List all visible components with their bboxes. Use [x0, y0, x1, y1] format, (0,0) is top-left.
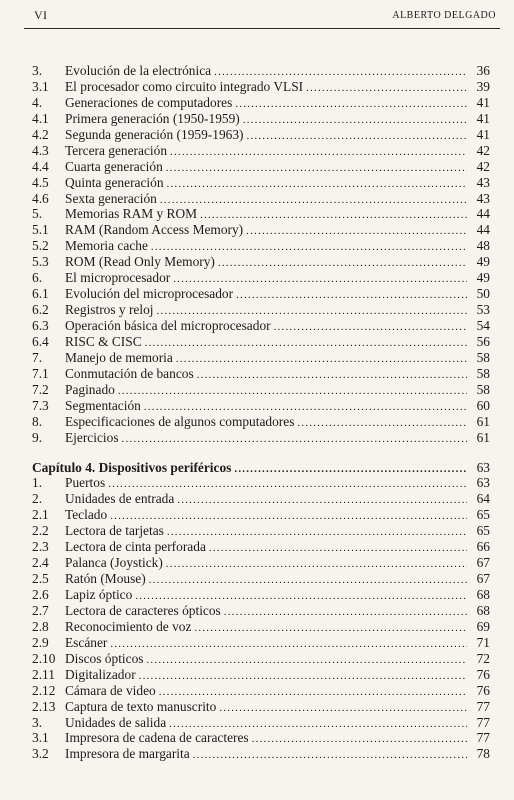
toc-entry-page: 36: [476, 63, 490, 78]
toc-entry-number: 3.1: [32, 78, 49, 94]
toc-entry: [32, 555, 490, 571]
dot-leader: [176, 352, 467, 368]
dot-leader: [139, 669, 467, 685]
toc-entry-page: 41: [476, 126, 490, 142]
toc-entry-title: El procesador como circuito integrado VLSI: [65, 78, 304, 94]
dot-leader: [122, 432, 467, 448]
dot-leader: [146, 653, 467, 669]
toc-entry: [32, 715, 490, 731]
toc-entry-number: 4.4: [32, 158, 49, 174]
toc-entry-page: 43: [476, 190, 490, 206]
toc-entry: [32, 254, 490, 270]
toc-entry-title: Evolución de la electrónica: [65, 63, 212, 78]
dot-leader: [219, 701, 467, 717]
dot-leader: [235, 97, 467, 113]
toc-entry-page: 56: [476, 333, 490, 349]
table-of-contents: [32, 63, 490, 762]
toc-entry-page: 44: [476, 222, 490, 238]
toc-entry-number: 7.: [32, 349, 43, 365]
dot-leader: [149, 573, 467, 589]
toc-entry-title: Captura de texto manuscrito: [65, 698, 217, 714]
toc-entry-page: 72: [476, 650, 490, 666]
toc-entry-title: RISC & CISC: [65, 333, 142, 349]
toc-entry: [32, 334, 490, 350]
toc-entry-page: 77: [476, 714, 490, 730]
toc-entry: [32, 318, 490, 334]
toc-entry-number: 7.1: [32, 365, 49, 381]
toc-entry-page: 67: [476, 555, 490, 571]
toc-entry-title: Lectora de caracteres ópticos: [65, 602, 221, 618]
toc-entry-title: Memoria cache: [65, 238, 148, 254]
page-number: VI: [34, 8, 48, 22]
toc-entry-title: Primera generación (1950-1959): [65, 110, 240, 126]
dot-leader: [177, 493, 467, 509]
toc-entry-title: RAM (Random Access Memory): [65, 222, 244, 238]
dot-leader: [167, 525, 467, 541]
dot-leader: [194, 621, 467, 637]
toc-entry-number: 7.3: [32, 397, 49, 413]
toc-entry: [32, 111, 490, 127]
toc-entry: [32, 286, 490, 302]
toc-entry-page: 54: [476, 318, 490, 333]
toc-entry-page: 42: [476, 142, 490, 158]
toc-entry: [32, 667, 490, 683]
toc-entry-number: 4.: [32, 94, 43, 110]
toc-entry: [32, 414, 490, 430]
toc-entry-number: 4.2: [32, 126, 49, 142]
toc-entry-number: 6.: [32, 270, 43, 286]
toc-chapter-heading: [32, 460, 490, 476]
dot-leader: [160, 193, 467, 209]
toc-entry-page: 60: [476, 397, 490, 413]
toc-entry-title: Conmutación de bancos: [65, 365, 194, 381]
toc-entry-page: 67: [476, 571, 490, 587]
toc-entry-number: 6.4: [32, 333, 49, 349]
toc-entry-page: 58: [476, 365, 490, 381]
toc-entry-page: 76: [476, 682, 490, 698]
toc-entry-number: 4.3: [32, 142, 49, 158]
toc-entry-page: 44: [476, 206, 490, 222]
toc-entry-page: 76: [476, 666, 490, 682]
toc-entry-title: Capítulo 4. Dispositivos periféricos: [32, 459, 232, 475]
toc-entry: [32, 619, 490, 635]
toc-entry-title: Paginado: [65, 381, 115, 397]
toc-entry-page: 61: [476, 413, 490, 429]
dot-leader: [236, 288, 467, 304]
dot-leader: [170, 145, 467, 161]
toc-entry-title: Lectora de cinta perforada: [65, 539, 206, 555]
toc-entry-title: Unidades de entrada: [65, 491, 175, 507]
dot-leader: [193, 748, 467, 764]
toc-entry-page: 39: [476, 78, 490, 94]
toc-entry-title: Segmentación: [65, 397, 141, 413]
toc-entry-page: 49: [476, 270, 490, 286]
toc-entry-page: 68: [476, 587, 490, 602]
toc-entry-number: 1.: [32, 475, 43, 491]
toc-entry-page: 43: [476, 174, 490, 190]
toc-entry-number: 9.: [32, 429, 43, 445]
toc-entry-title: Operación básica del microprocesador: [65, 318, 271, 333]
toc-entry: [32, 270, 490, 286]
toc-entry: [32, 475, 490, 491]
toc-entry-title: Palanca (Joystick): [65, 555, 163, 571]
toc-entry: [32, 539, 490, 555]
toc-entry-number: 2.8: [32, 618, 49, 634]
toc-entry-number: 2.2: [32, 523, 49, 539]
toc-entry-title: Reconocimiento de voz: [65, 618, 192, 634]
toc-entry: [32, 491, 490, 507]
toc-entry: [32, 603, 490, 619]
toc-entry-number: 4.5: [32, 174, 49, 190]
toc-entry-page: 41: [476, 110, 490, 126]
toc-entry: [32, 651, 490, 667]
toc-entry-title: Tercera generación: [65, 142, 168, 158]
toc-entry-title: Digitalizador: [65, 666, 136, 682]
toc-entry-title: Registros y reloj: [65, 302, 154, 318]
toc-entry-page: 69: [476, 618, 490, 634]
dot-leader: [166, 161, 467, 177]
toc-entry: [32, 143, 490, 159]
toc-entry-number: 3.: [32, 63, 43, 78]
toc-entry: [32, 95, 490, 111]
toc-entry-title: Impresora de cadena de caracteres: [65, 730, 249, 746]
dot-leader: [166, 557, 467, 573]
toc-entry-number: 6.2: [32, 302, 49, 318]
toc-entry-title: Lapiz óptico: [65, 587, 133, 602]
toc-entry-page: 49: [476, 254, 490, 270]
toc-entry: [32, 382, 490, 398]
toc-entry-title: Teclado: [65, 507, 108, 523]
toc-entry: [32, 159, 490, 175]
toc-entry: [32, 398, 490, 414]
toc-entry-title: El microprocesador: [65, 270, 171, 286]
dot-leader: [274, 320, 467, 336]
toc-entry-number: 2.13: [32, 698, 56, 714]
toc-entry-number: 2.: [32, 491, 43, 507]
toc-entry: [32, 571, 490, 587]
toc-entry-page: 58: [476, 349, 490, 365]
dot-leader: [234, 462, 467, 478]
toc-entry: [32, 302, 490, 318]
toc-entry-title: Quinta generación: [65, 174, 164, 190]
toc-entry-page: 71: [476, 634, 490, 650]
toc-entry: [32, 79, 490, 95]
dot-leader: [118, 384, 467, 400]
toc-entry-page: 58: [476, 381, 490, 397]
toc-entry-number: 5.: [32, 206, 43, 222]
toc-entry-title: Generaciones de computadores: [65, 94, 233, 110]
toc-entry-number: 6.1: [32, 286, 49, 302]
running-header: [24, 6, 496, 24]
toc-entry-number: 5.2: [32, 238, 49, 254]
toc-entry-number: 2.7: [32, 602, 49, 618]
toc-entry-number: 2.12: [32, 682, 56, 698]
dot-leader: [167, 177, 467, 193]
toc-entry: [32, 350, 490, 366]
toc-entry: [32, 730, 490, 746]
toc-entry: [32, 507, 490, 523]
toc-entry: [32, 523, 490, 539]
toc-entry-number: 3.: [32, 714, 43, 730]
toc-entry-title: Segunda generación (1959-1963): [65, 126, 244, 142]
header-rule: [24, 28, 500, 29]
toc-entry: [32, 238, 490, 254]
toc-entry-number: 2.9: [32, 634, 49, 650]
toc-entry-title: Manejo de memoria: [65, 349, 173, 365]
toc-entry-page: 48: [476, 238, 490, 254]
toc-entry-number: 7.2: [32, 381, 49, 397]
toc-entry-title: Ejercicios: [65, 429, 119, 445]
running-head-author: ALBERTO DELGADO: [392, 10, 496, 21]
toc-entry: [32, 222, 490, 238]
toc-entry-number: 2.4: [32, 555, 49, 571]
toc-entry: [32, 587, 490, 603]
toc-entry-page: 66: [476, 539, 490, 555]
toc-entry-number: 3.1: [32, 730, 49, 746]
toc-entry: [32, 635, 490, 651]
toc-entry-title: Unidades de salida: [65, 714, 167, 730]
toc-entry-number: 6.3: [32, 318, 49, 333]
toc-entry: [32, 175, 490, 191]
toc-entry-page: 61: [476, 429, 490, 445]
toc-entry-number: 2.3: [32, 539, 49, 555]
toc-entry-page: 53: [476, 302, 490, 318]
toc-entry: [32, 683, 490, 699]
toc-entry-page: 50: [476, 286, 490, 302]
dot-leader: [297, 416, 467, 432]
dot-leader: [224, 605, 467, 621]
toc-entry-title: Impresora de margarita: [65, 746, 190, 762]
toc-entry-title: Puertos: [65, 475, 106, 491]
toc-entry-number: 5.1: [32, 222, 49, 238]
toc-entry-number: 5.3: [32, 254, 49, 270]
toc-entry-title: Evolución del microprocesador: [65, 286, 234, 302]
toc-entry-title: Lectora de tarjetas: [65, 523, 164, 539]
toc-entry-title: Escáner: [65, 634, 108, 650]
toc-entry: [32, 430, 490, 446]
dot-leader: [247, 129, 468, 145]
toc-entry-title: Ratón (Mouse): [65, 571, 146, 587]
toc-entry-number: 2.5: [32, 571, 49, 587]
toc-entry-title: Especificaciones de algunos computadores: [65, 413, 295, 429]
dot-leader: [252, 732, 467, 748]
dot-leader: [145, 336, 467, 352]
toc-entry-page: 77: [476, 698, 490, 714]
toc-entry: [32, 366, 490, 382]
toc-entry-page: 68: [476, 602, 490, 618]
toc-entry-title: Memorias RAM y ROM: [65, 206, 198, 222]
toc-entry-title: Cámara de video: [65, 682, 156, 698]
toc-entry: [32, 699, 490, 715]
toc-entry-number: 3.2: [32, 746, 49, 762]
toc-entry: [32, 63, 490, 79]
toc-entry-number: 8.: [32, 413, 43, 429]
dot-leader: [218, 256, 467, 272]
toc-entry: [32, 746, 490, 762]
toc-entry: [32, 206, 490, 222]
toc-entry-number: 2.10: [32, 650, 56, 666]
toc-entry: [32, 127, 490, 143]
toc-entry-page: 41: [476, 94, 490, 110]
toc-entry-number: 4.6: [32, 190, 49, 206]
toc-entry-title: Cuarta generación: [65, 158, 163, 174]
toc-entry-page: 78: [476, 746, 490, 762]
toc-entry-page: 65: [476, 523, 490, 539]
dot-leader: [306, 81, 467, 97]
dot-leader: [209, 541, 467, 557]
toc-entry-title: Discos ópticos: [65, 650, 144, 666]
toc-entry-page: 42: [476, 158, 490, 174]
toc-entry: [32, 191, 490, 207]
toc-entry-number: 2.1: [32, 507, 49, 523]
toc-entry-page: 64: [476, 491, 490, 507]
toc-entry-title: Sexta generación: [65, 190, 157, 206]
dot-leader: [243, 113, 467, 129]
toc-entry-page: 65: [476, 507, 490, 523]
toc-entry-number: 4.1: [32, 110, 49, 126]
dot-leader: [246, 224, 467, 240]
toc-entry-page: 63: [476, 475, 490, 491]
toc-entry-page: 77: [476, 730, 490, 746]
toc-entry-page: 63: [476, 459, 490, 475]
toc-entry-title: ROM (Read Only Memory): [65, 254, 215, 270]
dot-leader: [197, 368, 467, 384]
dot-leader: [110, 637, 467, 653]
toc-entry-number: 2.11: [32, 666, 55, 682]
toc-entry-number: 2.6: [32, 587, 49, 602]
